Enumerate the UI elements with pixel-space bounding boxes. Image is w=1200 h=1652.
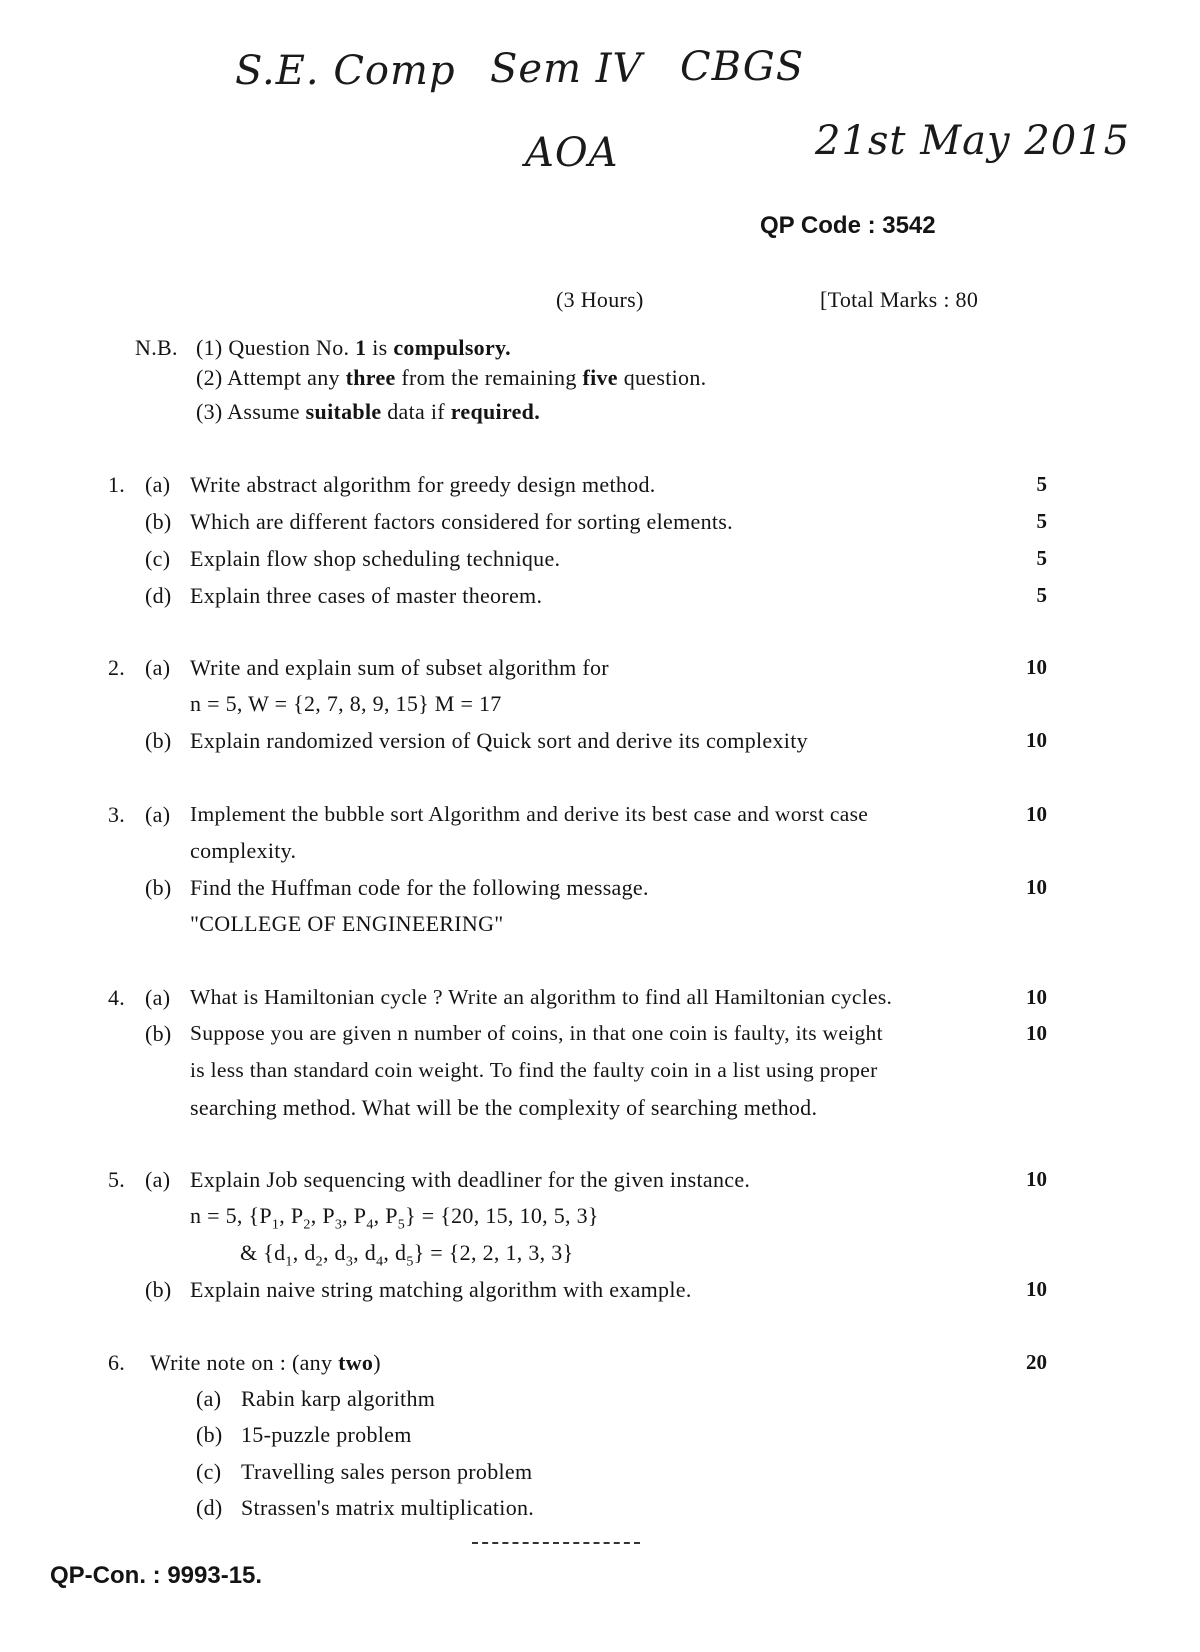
q1c-marks: 5 xyxy=(1036,546,1047,570)
q3-number: 3. xyxy=(108,802,126,827)
q4b-text-line-2: is less than standard coin weight. To find the faulty coin in a list using proper xyxy=(190,1058,878,1082)
q3a-text: Implement the bubble sort Algorithm and derive its best case and worst case xyxy=(190,802,869,826)
q2a-label: (a) xyxy=(145,655,171,680)
q5a-marks: 10 xyxy=(1026,1167,1047,1191)
note-2-number: (2) xyxy=(196,365,223,390)
q1-number: 1. xyxy=(108,472,126,497)
note-2-text-end: question. xyxy=(623,365,707,390)
q6-title-text: Write note on : (any xyxy=(150,1350,333,1375)
q3b-marks: 10 xyxy=(1026,875,1047,899)
q5a-deadlines: & {$d_1$, $d_2$, $d_3$, $d_4$, $d_5\} = \{2$, 2, 1, 3, 3} xyxy=(240,1240,574,1270)
note-2-text-mid: from the remaining xyxy=(401,365,577,390)
handwritten-semester: Sem IV xyxy=(490,46,643,92)
d-letter: d xyxy=(334,1240,346,1265)
q3b-message: "COLLEGE OF ENGINEERING" xyxy=(190,911,504,936)
q4b-marks: 10 xyxy=(1026,1021,1047,1045)
q6-title-emphasis: two xyxy=(338,1350,374,1375)
q5a-label: (a) xyxy=(145,1167,171,1192)
note-2-emphasis-1: three xyxy=(345,365,396,390)
q1c-text: Explain flow shop scheduling technique. xyxy=(190,546,561,571)
q6-title-close: ) xyxy=(373,1350,381,1375)
q1b-label: (b) xyxy=(145,509,172,534)
note-3-emphasis-2: required. xyxy=(450,399,541,424)
subscript: 3 xyxy=(345,1254,354,1270)
note-1-text-mid: is xyxy=(372,335,388,360)
q2a-marks: 10 xyxy=(1026,655,1047,679)
q6a-text: Rabin karp algorithm xyxy=(241,1386,436,1411)
q1d-label: (d) xyxy=(145,583,172,608)
q1b-marks: 5 xyxy=(1036,509,1047,533)
handwritten-course: S.E. Comp xyxy=(235,48,456,94)
subscript: 1 xyxy=(271,1217,280,1233)
q6c-label: (c) xyxy=(196,1459,222,1484)
handwritten-date: 21st May 2015 xyxy=(815,118,1131,164)
d-letter: d xyxy=(274,1240,286,1265)
q6-marks: 20 xyxy=(1026,1350,1047,1374)
q6c-text: Travelling sales person problem xyxy=(241,1459,533,1484)
subscript: 2 xyxy=(315,1254,323,1270)
subscript: 5 xyxy=(397,1217,406,1233)
handwritten-subject: AOA xyxy=(525,130,619,176)
q5b-label: (b) xyxy=(145,1277,172,1302)
p-letter: P xyxy=(385,1203,398,1228)
q6-title xyxy=(150,1350,381,1376)
subscript: 3 xyxy=(334,1217,343,1233)
q5b-text: Explain naive string matching algorithm with example. xyxy=(190,1277,692,1302)
p-letter: P xyxy=(259,1203,272,1228)
q5b-marks: 10 xyxy=(1026,1277,1047,1301)
qp-code: QP Code : 3542 xyxy=(760,212,936,239)
q4b-label: (b) xyxy=(145,1021,172,1046)
q5a-deadlines-values: } = {2, 2, 1, 3, 3} xyxy=(413,1240,574,1265)
subscript: 5 xyxy=(406,1254,414,1270)
q2-number: 2. xyxy=(108,655,126,680)
subscript: 2 xyxy=(303,1217,311,1233)
subscript: 4 xyxy=(366,1217,374,1233)
q1c-label: (c) xyxy=(145,546,171,571)
q2a-instance: n = 5, W = {2, 7, 8, 9, 15} M = 17 xyxy=(190,691,502,716)
q5a-profits-values: } = {20, 15, 10, 5, 3} xyxy=(405,1203,599,1228)
d-letter: d xyxy=(395,1240,407,1265)
q6-number: 6. xyxy=(108,1350,126,1375)
q3a-label: (a) xyxy=(145,802,171,827)
q6b-text: 15-puzzle problem xyxy=(241,1422,412,1447)
q4b-text: Suppose you are given n number of coins, in that one coin is faulty, its weight xyxy=(190,1021,883,1045)
q4a-text: What is Hamiltonian cycle ? Write an algorithm to find all Hamiltonian cycles. xyxy=(190,985,893,1009)
note-1 xyxy=(196,335,511,361)
p-letter: P xyxy=(353,1203,367,1228)
p-letter: P xyxy=(290,1203,304,1228)
q5a-profits-prefix: n = 5, { xyxy=(190,1203,260,1228)
q5a-deadlines-prefix: & { xyxy=(240,1240,275,1265)
q5-number: 5. xyxy=(108,1167,126,1192)
note-2 xyxy=(196,365,706,391)
notes-label: N.B. xyxy=(135,335,178,360)
note-3-number: (3) xyxy=(196,399,223,424)
q6b-label: (b) xyxy=(196,1422,223,1447)
note-1-number: (1) xyxy=(196,335,223,360)
subscript: 1 xyxy=(285,1254,293,1270)
q4b-text-line-3: searching method. What will be the complexity of searching method. xyxy=(190,1095,818,1120)
footer-code: QP-Con. : 9993-15. xyxy=(50,1562,263,1589)
q4a-label: (a) xyxy=(145,985,171,1010)
q3a-marks: 10 xyxy=(1026,802,1047,826)
q6a-label: (a) xyxy=(196,1386,222,1411)
q6d-label: (d) xyxy=(196,1495,223,1520)
q6d-text: Strassen's matrix multiplication. xyxy=(241,1495,535,1520)
note-3 xyxy=(196,399,540,425)
note-1-text: Question No. xyxy=(228,335,350,360)
exam-duration: (3 Hours) xyxy=(556,287,644,312)
note-3-emphasis-1: suitable xyxy=(305,399,382,424)
q4-number: 4. xyxy=(108,985,126,1010)
d-letter: d xyxy=(304,1240,316,1265)
q2a-text: Write and explain sum of subset algorithm for xyxy=(190,655,609,680)
q2b-label: (b) xyxy=(145,728,172,753)
end-divider xyxy=(472,1542,640,1544)
note-3-text-mid: data if xyxy=(387,399,445,424)
q1a-text: Write abstract algorithm for greedy design method. xyxy=(190,472,656,497)
subscript: 4 xyxy=(376,1254,384,1270)
p-letter: P xyxy=(322,1203,335,1228)
q1d-text: Explain three cases of master theorem. xyxy=(190,583,543,608)
note-3-text: Assume xyxy=(227,399,300,424)
q1a-label: (a) xyxy=(145,472,171,497)
q3b-text: Find the Huffman code for the following message. xyxy=(190,875,649,900)
q3a-text-continued: complexity. xyxy=(190,838,297,863)
note-1-emphasis: compulsory. xyxy=(393,335,511,360)
note-2-emphasis-2: five xyxy=(582,365,618,390)
note-2-text: Attempt any xyxy=(227,365,340,390)
q1a-marks: 5 xyxy=(1036,472,1047,496)
q2b-text: Explain randomized version of Quick sort and derive its complexity xyxy=(190,728,808,753)
note-1-question-number: 1 xyxy=(355,335,367,360)
q5a-profits: n = 5, {$P_1$, $P_2$, $P_3$, $P_4$, $P_5\} = \{20$, 15, 10, 5, 3} xyxy=(190,1203,599,1233)
q4a-marks: 10 xyxy=(1026,985,1047,1009)
q1d-marks: 5 xyxy=(1036,583,1047,607)
total-marks: [Total Marks : 80 xyxy=(820,287,979,312)
q2b-marks: 10 xyxy=(1026,728,1047,752)
q5a-text: Explain Job sequencing with deadliner for the given instance. xyxy=(190,1167,751,1192)
d-letter: d xyxy=(364,1240,377,1265)
q3b-label: (b) xyxy=(145,875,172,900)
handwritten-scheme: CBGS xyxy=(680,44,805,90)
q1b-text: Which are different factors considered for sorting elements. xyxy=(190,509,733,534)
